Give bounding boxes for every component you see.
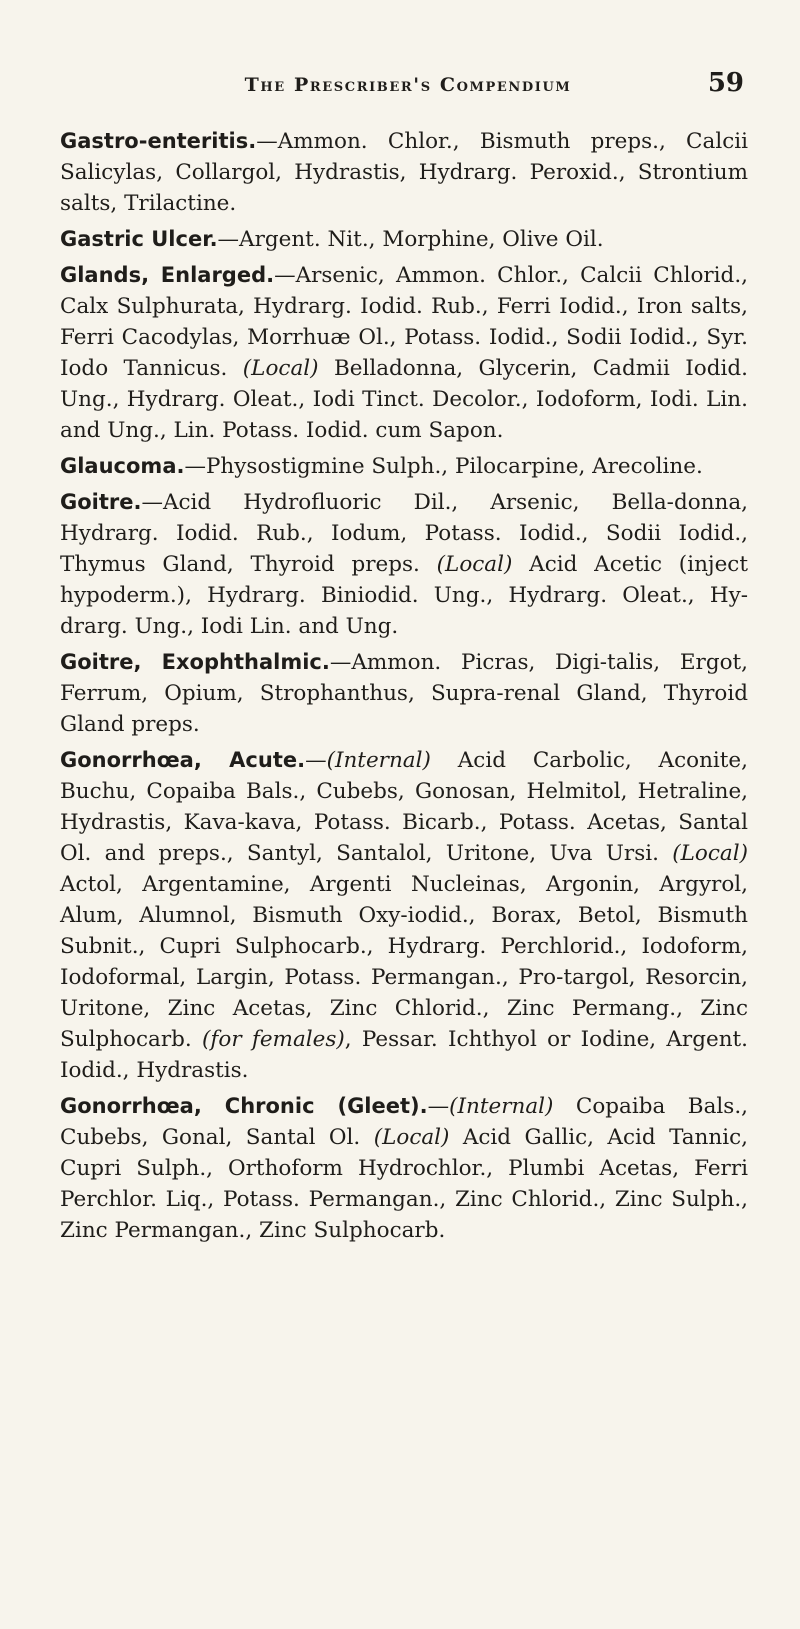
- entry: [60, 260, 748, 446]
- entry-term: Glands, Enlarged.: [60, 263, 275, 287]
- entry: [60, 224, 748, 255]
- entry-qualifier: (Local): [436, 552, 513, 577]
- entry-text: , Pessar. Ichthyol or Iodine, Argent. Iodid., Hydrastis.: [60, 1027, 749, 1083]
- entry-text: —Acid Hydrofluoric Dil., Arsenic, Bella-donna, Hydrarg. Iodid. Rub., Iodum, Potass. Iodid., Sodii Iodid., Thymus Gland, Thyroid preps.: [60, 490, 748, 577]
- entry-term: Glaucoma.: [60, 454, 185, 478]
- entry-qualifier: (Internal): [449, 1094, 554, 1119]
- entry-text: —: [305, 748, 327, 773]
- entry-term: Gonorrhœa, Acute.: [60, 748, 306, 772]
- entry-term: Gastro-enteritis.: [60, 129, 257, 153]
- entry: [60, 1091, 748, 1246]
- entry: [60, 451, 748, 482]
- entry-text: —Ammon. Chlor., Bismuth preps., Calcii Salicylas, Collargol, Hydrastis, Hydrarg. Peroxid., Strontium salts, Trilactine.: [60, 129, 748, 216]
- entry-text: —Physostigmine Sulph., Pilocarpine, Arecoline.: [184, 454, 703, 479]
- entry-term: Goitre, Exophthalmic.: [60, 650, 330, 674]
- entry-qualifier: (Local): [373, 1125, 450, 1150]
- entry-list: [60, 126, 748, 1246]
- entry-text: Copaiba Bals., Cubebs, Gonal, Santal Ol.: [60, 1094, 748, 1150]
- entry-text: —Argent. Nit., Morphine, Olive Oil.: [217, 227, 604, 252]
- entry-qualifier: (Local): [242, 356, 319, 381]
- entry: [60, 487, 748, 642]
- entry-qualifier: (for females): [202, 1027, 345, 1052]
- entry-term: Gonorrhœa, Chronic (Gleet).: [60, 1094, 428, 1118]
- entry: [60, 647, 748, 740]
- entry: [60, 745, 748, 1086]
- entry-text: —Ammon. Picras, Digi-talis, Ergot, Ferrum, Opium, Strophanthus, Supra-renal Gland, Thyroid Gland preps.: [60, 650, 749, 737]
- entry-text: —: [427, 1094, 450, 1119]
- entry-text: Actol, Argentamine, Argenti Nucleinas, Argonin, Argyrol, Alum, Alumnol, Bismuth Oxy-iodid., Borax, Betol, Bismuth Subnit., Cupri Sulphocarb., Hydrarg. Perchlorid., Iodoform, Iodoformal, Largin, Potass. Permangan., Pro-targol, Resorcin, Uritone, Zinc Acetas, Zinc Chlorid., Zinc Permang., Zinc Sulphocarb.: [60, 872, 748, 1052]
- running-head: [60, 0, 748, 110]
- entry-text: Acid Gallic, Acid Tannic, Cupri Sulph., Orthoform Hydrochlor., Plumbi Acetas, Ferri Perchlor. Liq., Potass. Permangan., Zinc Chlorid., Zinc Sulph., Zinc Permangan., Zinc Sulphocarb.: [60, 1125, 749, 1243]
- page-number: 59: [707, 68, 744, 98]
- entry-text: Acid Acetic (inject hypoderm.), Hydrarg. Biniodid. Ung., Hydrarg. Oleat., Hy-drarg. Ung., Iodi Lin. and Ung.: [60, 552, 748, 639]
- entry-text: —Arsenic, Ammon. Chlor., Calcii Chlorid., Calx Sulphurata, Hydrarg. Iodid. Rub., Ferri Iodid., Iron salts, Ferri Cacodylas, Morrhuæ Ol., Potass. Iodid., Sodii Iodid., Syr. Iodo Tannicus.: [60, 263, 748, 381]
- entry-term: Gastric Ulcer.: [60, 227, 218, 251]
- entry: [60, 126, 748, 219]
- running-title: The Prescriber's Compendium: [244, 74, 572, 96]
- entry-qualifier: (Internal): [326, 748, 431, 773]
- entry-text: Belladonna, Glycerin, Cadmii Iodid. Ung., Hydrarg. Oleat., Iodi Tinct. Decolor., Iodoform, Iodi. Lin. and Ung., Lin. Potass. Iodid. cum Sapon.: [60, 356, 748, 443]
- entry-term: Goitre.: [60, 490, 142, 514]
- entry-qualifier: (Local): [672, 841, 748, 866]
- entry-text: Acid Carbolic, Aconite, Buchu, Copaiba Bals., Cubebs, Gonosan, Helmitol, Hetraline, Hydrastis, Kava-kava, Potass. Bicarb., Potass. Acetas, Santal Ol. and preps., Santyl, Santalol, Uritone, Uva Ursi.: [60, 748, 748, 866]
